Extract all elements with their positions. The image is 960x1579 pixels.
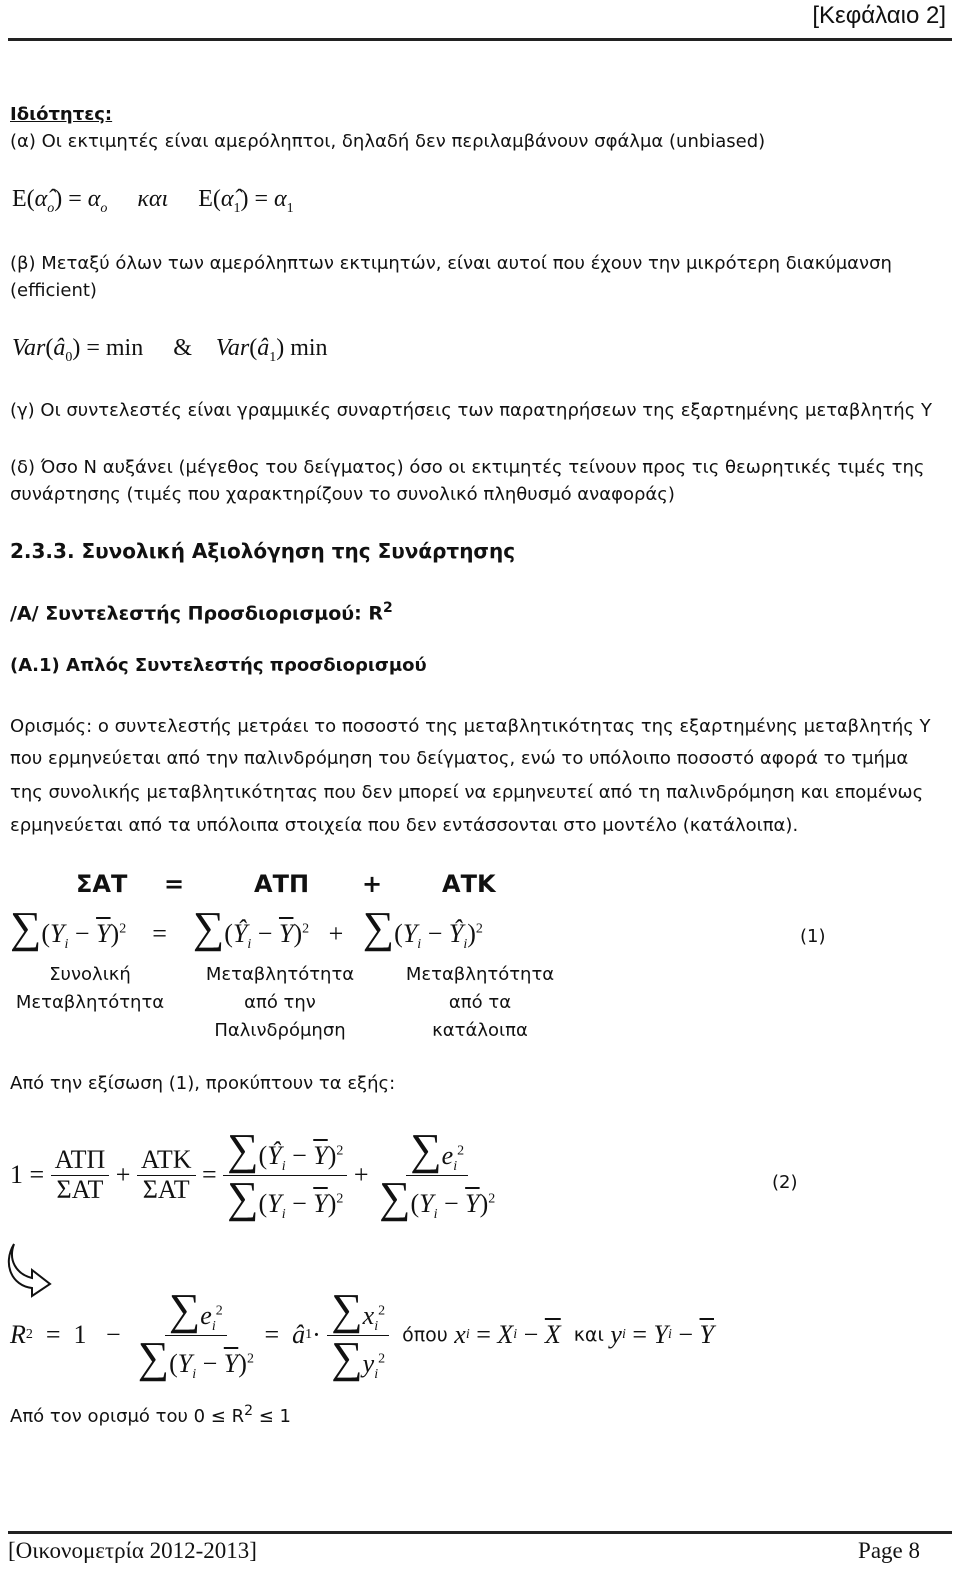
equation-3: R 2 = 1 − $\frac{\sum e_i^2}{\sum(Y_i - \overline{Y})^2}$ = â 1 · $\frac{\sum x_i^2}{\sum y_i^2}$ όπου x i = X i − $\overline{X}$ και y i = Y i − $\overline{Y}$: [10, 1285, 714, 1382]
sat-label: ΣΑΤ: [76, 870, 128, 898]
unbiased-formula: $E(\alphâ_o) = \alpha_o$ και $E(\alphâ_1) = \alpha_1$: [12, 186, 294, 216]
property-c: (γ) Οι συντελεστές είναι γραμμικές συναρτήσεις των παρατηρήσεων της εξαρτημένης μεταβλητής Y: [10, 400, 932, 421]
atp-label: ΑΤΠ: [254, 870, 310, 898]
section-heading: 2.3.3. Συνολική Αξιολόγηση της Συνάρτησης: [10, 539, 516, 563]
properties-title: Ιδιότητες:: [10, 104, 113, 125]
eq-sign: =: [164, 870, 185, 898]
total-variability-label: Συνολική Μεταβλητότητα: [15, 964, 165, 1013]
eq1-number: (1): [800, 926, 826, 947]
atk-label: ΑΤΚ: [442, 870, 496, 898]
property-d-line2: συνάρτησης (τιμές που χαρακτηρίζουν το συνολικό πληθυσμό αναφοράς): [10, 484, 675, 505]
definition-line-3: της συνολικής μεταβλητικότητας που δεν μπορεί να ερμηνευτεί από τη παλινδρόμηση και επομένως: [10, 782, 924, 803]
closing-text: Από τον ορισμό του $0 \le R^2 \le 1$: [10, 1403, 292, 1427]
subsection-heading: /Α/ Συντελεστής Προσδιορισμού: $R^2$: [10, 600, 393, 625]
efficiency-formula: $Var(â_0) = \min$ & $Var(â_1)$ min: [12, 335, 328, 365]
definition-line-1: Ορισμός: ο συντελεστής μετράει το ποσοστό της μεταβλητικότητας της εξαρτημένης μεταβλητής Y: [10, 716, 931, 737]
property-b-line1: (β) Μεταξύ όλων των αμερόληπτων εκτιμητών, είναι αυτοί που έχουν την μικρότερη διακύμανση: [10, 253, 892, 274]
property-d-line1: (δ) Όσο Ν αυξάνει (μέγεθος του δείγματος) όσο οι εκτιμητές τείνουν προς τις θεωρητικές τιμές της: [10, 457, 925, 478]
property-a: (α) Οι εκτιμητές είναι αμερόληπτοι, δηλαδή δεν περιλαμβάνουν σφάλμα (unbiased): [10, 131, 766, 152]
header-rule: [8, 38, 952, 41]
footer-rule: [8, 1531, 952, 1534]
eq2-number: (2): [772, 1172, 798, 1193]
decomposition-formula: $\sum(Y_i - \overline{Y})^2$ = $\sum(Ŷ_i - \overline{Y})^2 + \sum(Y_i$ − $Ŷ_i)^2$: [10, 903, 483, 953]
from-equation-text: Από την εξίσωση (1), προκύπτουν τα εξής:: [10, 1073, 396, 1094]
plus-sign: +: [362, 870, 383, 898]
chapter-header: [Κεφάλαιο 2]: [812, 2, 946, 29]
property-b-line2: (efficient): [10, 280, 97, 301]
definition-line-2: που ερμηνεύεται από την παλινδρόμηση του δείγματος, ενώ το υπόλοιπο ποσοστό αφορά το τμήμα: [10, 748, 909, 769]
footer-page: Page 8: [858, 1538, 920, 1563]
equation-2: 1 = $\frac{\text{ΑΤΠ}}{\text{ΣΑΤ}}$ + $\frac{\text{ΑΤΚ}}{\text{ΣΑΤ}}$ = $\frac{\sum(Ŷ_i - \overline{Y})^2}{\sum(Y_i - \overline{Y})^2}$ + $\frac{\sum e_i^2}{\sum(Y_i - \overline{Y})^2}$: [10, 1125, 496, 1222]
definition-line-4: ερμηνεύεται από τα υπόλοιπα στοιχεία που δεν εντάσσονται στο μοντέλο (κατάλοιπα).: [10, 815, 799, 836]
subsubsection-heading: (Α.1) Απλός Συντελεστής προσδιορισμού: [10, 655, 427, 676]
footer-course: [Οικονομετρία 2012-2013]: [8, 1538, 257, 1563]
residual-variability-label: Μεταβλητότητα από τα κατάλοιπα: [405, 964, 555, 1041]
regression-variability-label: Μεταβλητότητα από την Παλινδρόμηση: [205, 964, 355, 1041]
